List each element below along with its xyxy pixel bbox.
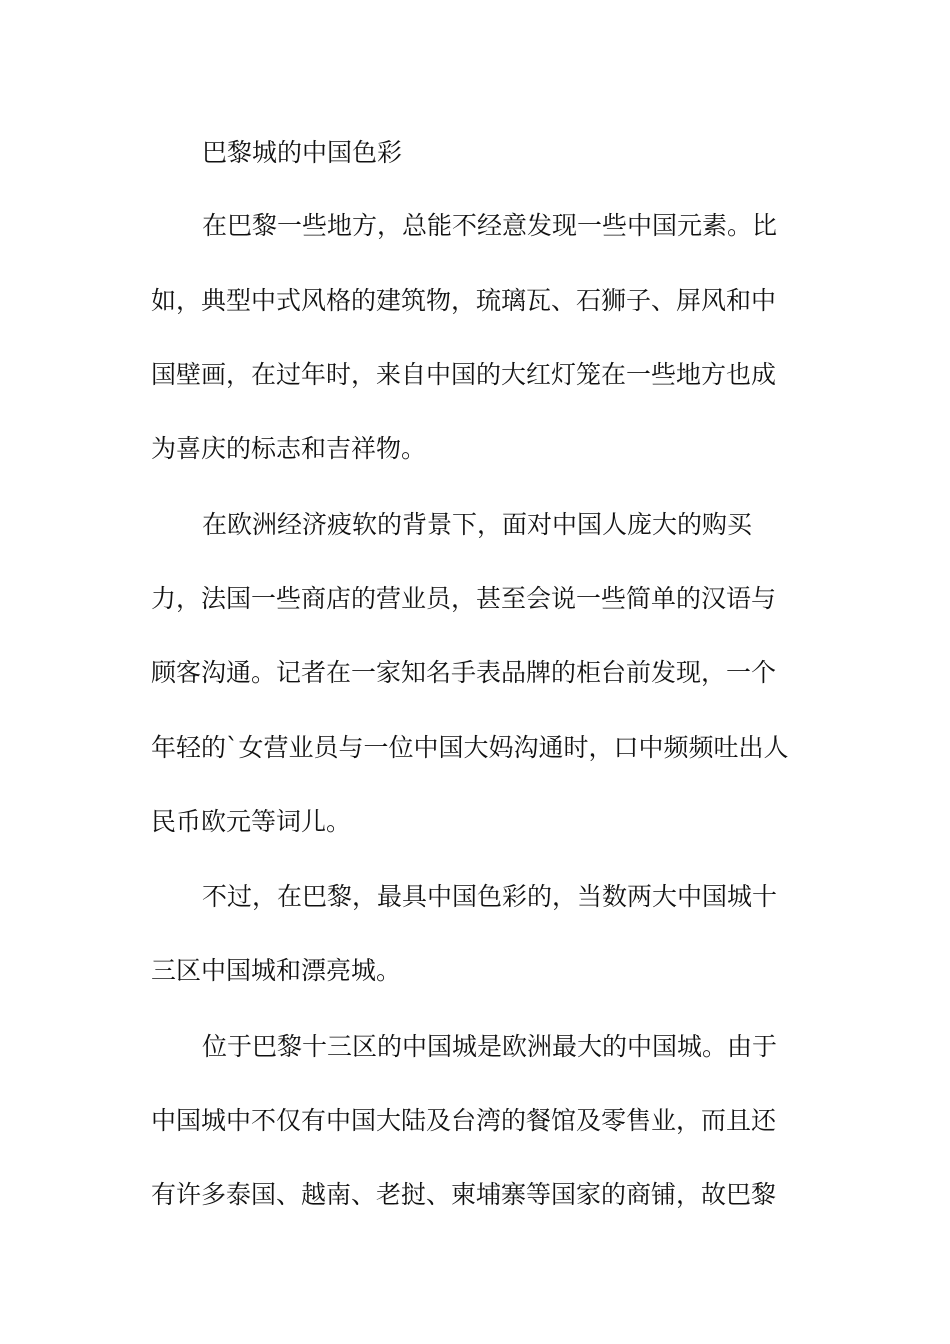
paragraph-line: 年轻的`女营业员与一位中国大妈沟通时，口中频频吐出人 (151, 733, 789, 762)
paragraph-line: 为喜庆的标志和吉祥物。 (151, 434, 427, 463)
paragraph-line: 有许多泰国、越南、老挝、柬埔寨等国家的商铺，故巴黎 (151, 1180, 777, 1209)
paragraph-line: 中国城中不仅有中国大陆及台湾的餐馆及零售业，而且还 (151, 1106, 777, 1135)
paragraph-line: 力，法国一些商店的营业员，甚至会说一些简单的汉语与 (151, 584, 777, 613)
paragraph-line: 在欧洲经济疲软的背景下，面对中国人庞大的购买 (202, 510, 753, 539)
paragraph-line: 顾客沟通。记者在一家知名手表品牌的柜台前发现，一个 (151, 658, 777, 687)
document-title: 巴黎城的中国色彩 (202, 138, 403, 167)
paragraph-line: 三区中国城和漂亮城。 (151, 956, 402, 985)
paragraph-line: 位于巴黎十三区的中国城是欧洲最大的中国城。由于 (202, 1032, 778, 1061)
paragraph-line: 在巴黎一些地方，总能不经意发现一些中国元素。比 (202, 211, 778, 240)
paragraph-line: 国壁画，在过年时，来自中国的大红灯笼在一些地方也成 (151, 360, 777, 389)
paragraph-line: 不过，在巴黎，最具中国色彩的，当数两大中国城十 (202, 882, 778, 911)
paragraph-line: 民币欧元等词儿。 (151, 807, 352, 836)
paragraph-line: 如，典型中式风格的建筑物，琉璃瓦、石狮子、屏风和中 (151, 286, 777, 315)
